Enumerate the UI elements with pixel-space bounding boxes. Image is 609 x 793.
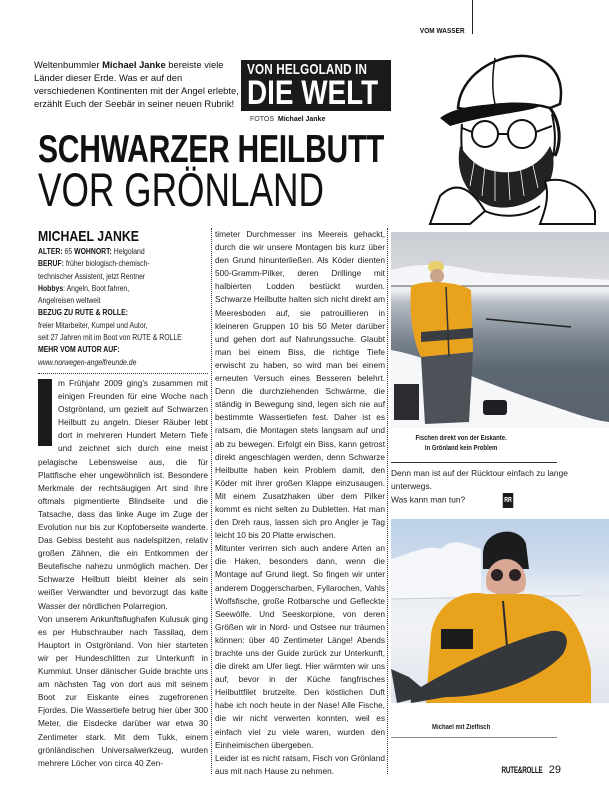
article-headline: [38, 128, 488, 216]
page-number: 29: [548, 764, 561, 776]
photo-credit: FOTOS Michael Janke: [250, 116, 326, 123]
paragraph: Von unserem Ankunftsflughafen Kulusuk ging es per Hubschrauber nach Tassilaq, dem Hauptort in Ostgrönland. Von hier starteten wir per Hundeschlitten zur Unterkunft in Kummiut. Unser dänischer Guide brachte uns am nächsten Tag von dort aus mit seinem Boot zur Eiskante eines zugefrorenen Fjordes. Die Wassertiefe betrug hier über 300 Meter, die Eisdecke darüber war etwa 30 Zentimeter stark. Mit dem Tukk, einem grönländischen Universalwerkzeug, wurden mehrere Löcher von circa 40 Zen-: [38, 613, 208, 768]
article-column-2: [215, 228, 385, 778]
photo-ice-edge-fishing-image: [391, 232, 609, 428]
photo-2-caption: Michael mit Zielfisch: [432, 724, 491, 731]
rubric-line-1: VON HELGOLAND IN: [247, 61, 368, 78]
paragraph: timeter Durchmesser ins Meereis gehackt, durch die wir unsere Montagen bis kurz über den Grund hinunterließen. Als Köder dienten 500-Gramm-Pilker, deren Drillinge mit halbierten Lodden bestückt wurden. Schwarze Heilbutte halten sich nicht direkt am Meeresboden auf, sie patrouillieren in kleineren Gruppen 10 bis 50 Meter darüber und gehen dort auf Nahrungssuche. Glaubt man bei einem Biss, die richtige Tiefe erwischt zu haben, so wird man bei einem erneuten Versuch eines Besseren belehrt. Denn die durchziehenden Schwärme, die ständig in Bewegung sind, legen sich nie auf bestimmte Wassertiefen fest. Daher ist es ratsam, die Montagen stets langsam auf und ab zu bewegen. Erfolgt ein Biss, kann getrost direkt angeschlagen werden, denn Schwarze Heilbutte haben kein Problem damit, den Köder mit ihrer großen Klappe einzusaugen. Mit einem Zusatzhaken über dem Pilker kommt es nicht selten zu Dubletten. Hat man den Dreh raus, lassen sich pro Angler je Tag leicht 10 bis 20 Platte erwischen.: [215, 229, 385, 541]
paragraph: Mitunter verirren sich auch andere Arten an die Haken, besonders dann, wenn die Montage auf Grund liegt. So fingen wir unter anderem Doggerscharben, Fyllarochen, Vahls Wolfsfische, große Rotbarsche und Gefleckte Seewölfe. Und Seeskorpione, von deren Größen wir in Nord- und Ostsee nur träumen können: über 40 Zentimeter Länge! Abends brachte uns der Guide zurück zur Unterkunft, die direkt am Ufer liegt. Hier wärmten wir uns auf, bevor in der Küche fangfrisches Heilbuttfilet brutzelte. Den köstlichen Duft habe ich noch heute in der Nase! Alle Fische, die wir nicht verwerten konnten, weil es einfach viel zu viele waren, wurden den Einheimischen übergeben.: [215, 543, 385, 750]
article-column-3: [391, 467, 601, 508]
rubric-title-box: [241, 60, 391, 111]
paragraph: m Frühjahr 2009 ging's zusammen mit einigen Freunden für eine Woche nach Ostgrönland, um gezielt auf Schwarzen Heilbutt zu angeln. Dieser Räuber lebt dort in mehreren Hundert Metern Tiefe und zeichnet sich durch eine meist pelagische Lebensweise aus, die für Plattfische eher ungewöhnlich ist. Besondere Merkmale der rechtsäugigen Art sind ihre oftmals pigmentierte Blindseite und die Tatsache, dass das linke Auge im Zuge der Evolution nur bis zur Kopfoberseite wanderte. Das Gebiss besteht aus nadelspitzen, relativ großen Zähnen, die ein Entkommen der Beutefische nahezu unmöglich machen. Der Schwarze Heilbutt bleibt kleiner als sein weißer Verwandter und bevorzugt das kalte Wasser der nördlichen Polarregion.: [38, 377, 208, 611]
column-divider-dotted: [387, 228, 388, 774]
paragraph: Was kann man tun? RR: [391, 493, 601, 508]
intro-author-name: Michael Janke: [102, 59, 166, 70]
photo-ice-edge-fishing: [391, 232, 609, 428]
intro-teaser: Weltenbummler Michael Janke bereiste viele Länder dieser Erde. Was er auf den verschiedenen Kontinenten mit der Angel erlebte, erzählt Euch der Seebär in seiner neuen Rubrik!: [34, 59, 239, 109]
caption-rule: [391, 737, 557, 738]
magazine-brand-logo: RUTE&ROLLE: [501, 765, 543, 775]
headline-line-1: SCHWARZER HEILBUTT: [38, 128, 385, 171]
headline-line-2: VOR GRÖNLAND: [38, 163, 324, 216]
section-divider-rule: [472, 0, 473, 34]
author-box-name: MICHAEL JANKE: [38, 228, 139, 245]
page-footer: [484, 764, 561, 776]
author-bio: ALTER: 65 WOHNORT: Helgoland BERUF: früher biologisch-chemisch- technischer Assistent, jetzt Rentner Hobbys: Angeln, Boot fahren, Angelreisen weltweit BEZUG ZU RUTE & ROLLE: freier Mitarbeiter, Kumpel und Autor, seit 27 Jahren mit im Boot von RUTE & ROLLE MEHR VOM AUTOR AUF: www.norwegen-angelfreunde.de: [38, 247, 182, 367]
column-divider-dotted: [211, 228, 212, 774]
caption-rule: [391, 462, 557, 463]
article-body-col1: [38, 377, 208, 770]
section-label: VOM WASSER: [420, 26, 465, 35]
photo-1-caption: Fischen direkt von der Eiskante. In Grönland kein Problem: [415, 435, 507, 452]
article-column-1: [38, 228, 208, 770]
paragraph: Denn man ist auf der Rücktour einfach zu lange unterwegs.: [391, 468, 568, 491]
rubric-line-2: DIE WELT: [247, 74, 379, 111]
author-box-divider: [38, 373, 208, 374]
paragraph: Leider ist es nicht ratsam, Fisch von Grönland aus mit nach Hause zu nehmen.: [215, 752, 385, 776]
end-mark-icon: RR: [503, 493, 514, 508]
author-website-link[interactable]: www.norwegen-angelfreunde.de: [38, 357, 137, 367]
photo-michael-with-halibut: [391, 519, 609, 703]
dropcap-letter-I: [38, 379, 52, 446]
photo-michael-with-halibut-image: [391, 519, 609, 703]
